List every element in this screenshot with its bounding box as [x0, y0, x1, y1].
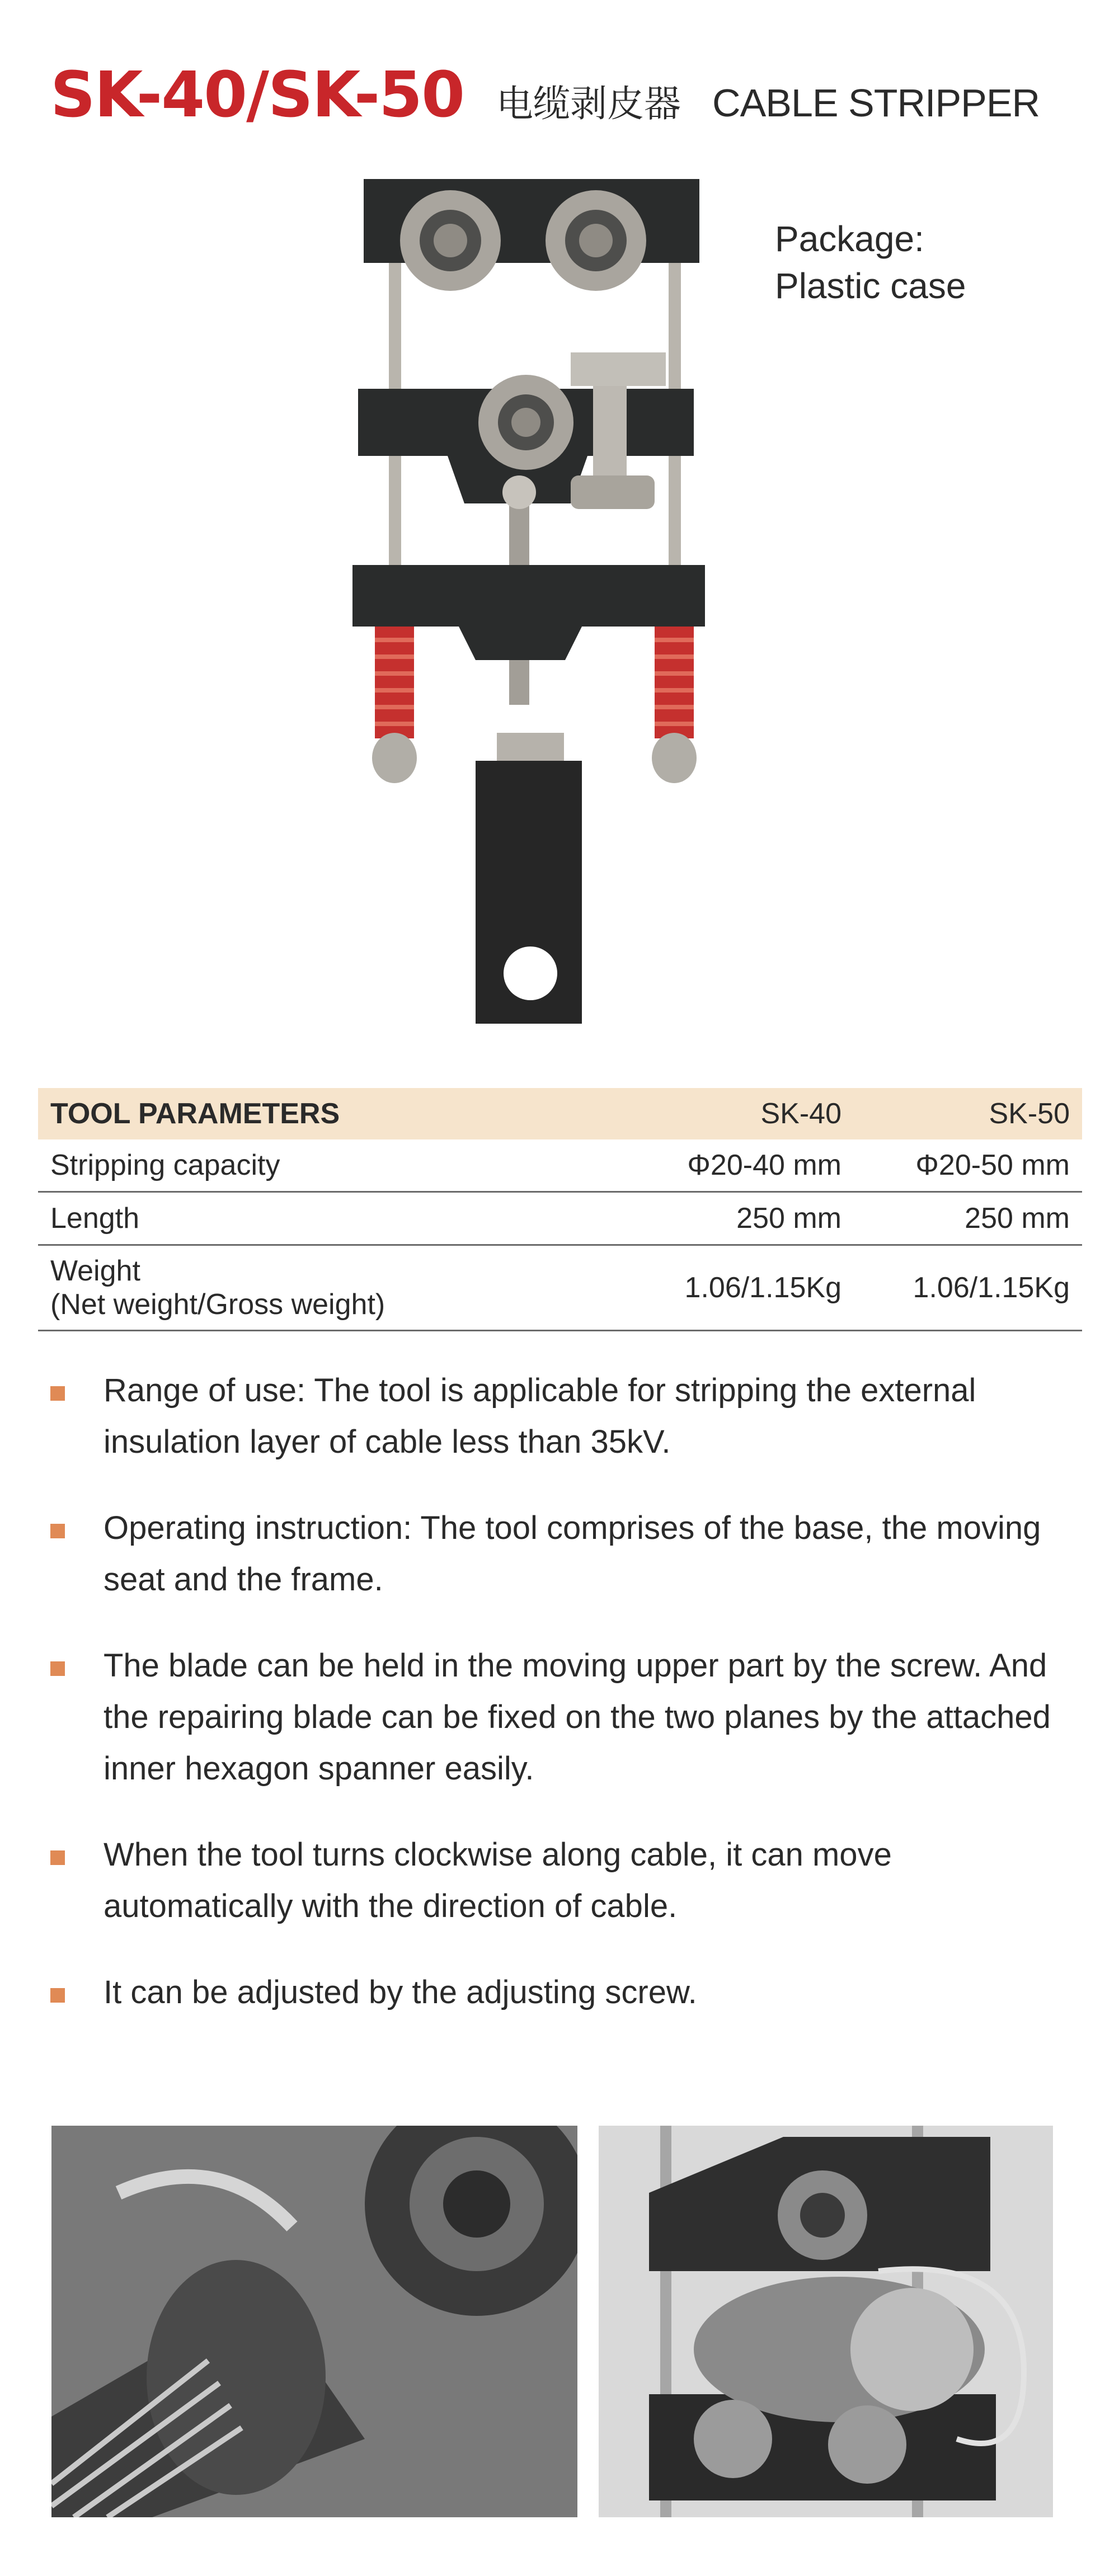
table-row	[38, 1245, 1082, 1331]
feature-text: The blade can be held in the moving upper part by the screw. And the repairing blade can be fixed on the two planes by the attached inner hexagon spanner easily.	[104, 1647, 1051, 1787]
tool-on-cable-photo	[599, 2126, 1053, 2517]
param-name: Stripping capacity	[38, 1139, 566, 1192]
list-item	[50, 1365, 1085, 1468]
bullet-square-icon	[50, 1524, 65, 1538]
package-value: Plastic case	[775, 266, 966, 306]
tool-parameters-table	[38, 1088, 1082, 1331]
bullet-square-icon	[50, 1661, 65, 1676]
feature-text: It can be adjusted by the adjusting screw.	[104, 1974, 697, 2010]
table-header-row	[38, 1088, 1082, 1139]
param-name-sub: (Net weight/Gross weight)	[50, 1288, 385, 1321]
feature-text: When the tool turns clockwise along cable, it can move automatically with the direction of cable.	[104, 1836, 892, 1924]
feature-text: Range of use: The tool is applicable for stripping the external insulation layer of cable less than 35kV.	[104, 1372, 976, 1460]
param-name	[38, 1245, 566, 1331]
bullet-square-icon	[50, 1988, 65, 2003]
param-value: Φ20-40 mm	[566, 1139, 854, 1192]
package-label: Package:	[775, 219, 924, 259]
param-name-main: Weight	[50, 1255, 140, 1287]
table-header-model: SK-40	[566, 1088, 854, 1139]
feature-text: Operating instruction: The tool comprises of the base, the moving seat and the frame.	[104, 1510, 1041, 1598]
table-header-model: SK-50	[854, 1088, 1082, 1139]
list-item	[50, 1640, 1085, 1795]
param-value: 250 mm	[566, 1192, 854, 1245]
param-name: Length	[38, 1192, 566, 1245]
feature-list	[50, 1365, 1085, 2053]
package-info	[775, 215, 966, 309]
page-header	[50, 59, 1040, 131]
cable-stripper-photo	[347, 168, 727, 1040]
bullet-square-icon	[50, 1850, 65, 1865]
param-value: Φ20-50 mm	[854, 1139, 1082, 1192]
param-value: 1.06/1.15Kg	[854, 1245, 1082, 1331]
stripping-closeup-photo	[51, 2126, 577, 2517]
model-number: SK-40/SK-50	[50, 59, 464, 131]
list-item	[50, 1967, 1085, 2018]
bullet-square-icon	[50, 1386, 65, 1401]
title-english: CABLE STRIPPER	[712, 81, 1040, 125]
param-value: 250 mm	[854, 1192, 1082, 1245]
table-row	[38, 1192, 1082, 1245]
title-chinese: 电缆剥皮器	[496, 82, 681, 125]
list-item	[50, 1829, 1085, 1932]
table-row	[38, 1139, 1082, 1192]
list-item	[50, 1503, 1085, 1605]
table-header-label: TOOL PARAMETERS	[38, 1088, 566, 1139]
param-value: 1.06/1.15Kg	[566, 1245, 854, 1331]
